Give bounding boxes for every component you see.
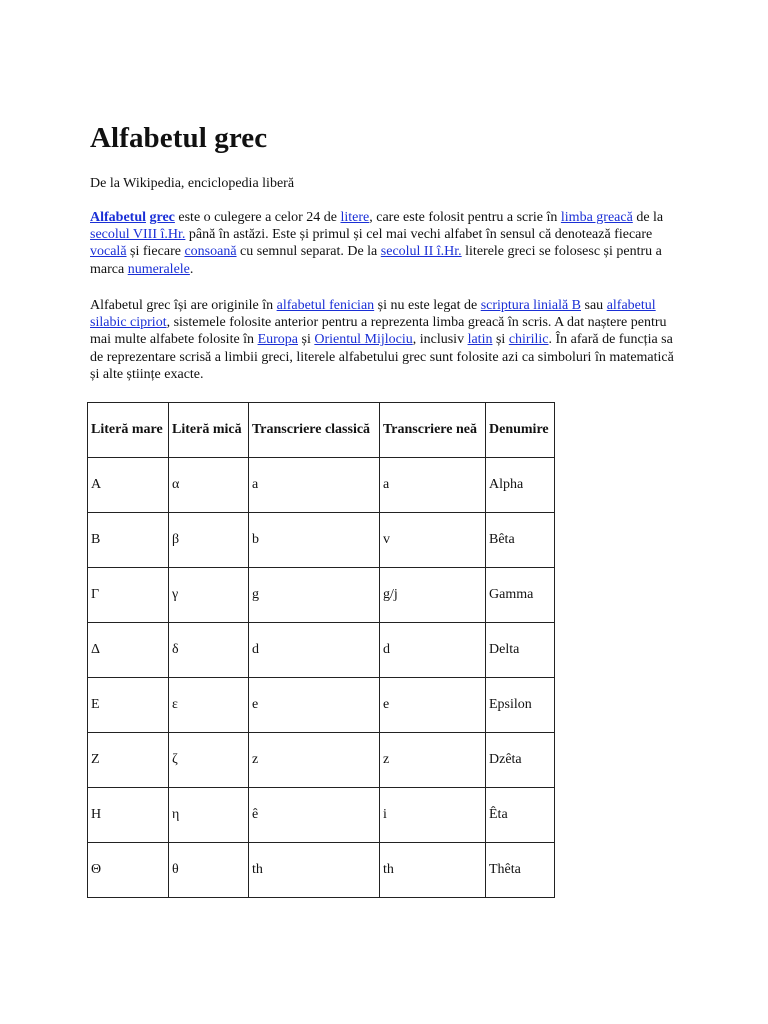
cell-letter-name: Dzêta <box>486 733 555 788</box>
cell-letter-name: Êta <box>486 788 555 843</box>
link-latin[interactable]: latin <box>467 332 493 348</box>
text-segment: . <box>189 261 194 277</box>
cell-classic-transcription: ê <box>249 788 380 843</box>
cell-lowercase: α <box>169 458 249 513</box>
link-litere[interactable]: litere <box>340 210 370 225</box>
cell-modern-transcription: i <box>380 788 486 843</box>
link-alfabetul-cipriot[interactable]: alfabetul silabic cipriot <box>90 298 656 331</box>
table-row <box>88 623 555 678</box>
origins-paragraph <box>90 297 682 383</box>
cell-modern-transcription: z <box>380 733 486 788</box>
link-alfabetul[interactable]: Alfabetul <box>90 210 146 225</box>
cell-modern-transcription: d <box>380 623 486 678</box>
cell-classic-transcription: th <box>249 843 380 898</box>
cell-classic-transcription: e <box>249 678 380 733</box>
cell-letter-name: Bêta <box>486 513 555 568</box>
text-segment: de la <box>632 210 664 225</box>
link-chirilic[interactable]: chirilic <box>508 332 549 348</box>
cell-uppercase: Ζ <box>88 733 169 788</box>
table-row <box>88 843 555 898</box>
cell-lowercase: ζ <box>169 733 249 788</box>
link-alfabetul-fenician[interactable]: alfabetul fenician <box>276 298 375 313</box>
cell-lowercase: θ <box>169 843 249 898</box>
text-segment: . În afară de funcția sa de reprezentare scrisă a limbii greci, literele alfabetului grec sunt folosite azi ca simboluri în matematică și alte științe exacte. <box>90 332 674 382</box>
link-numerale[interactable]: numeralele <box>127 261 190 277</box>
cell-letter-name: Delta <box>486 623 555 678</box>
link-orientul-mijlociu[interactable]: Orientul Mijlociu <box>314 332 413 348</box>
cell-classic-transcription: b <box>249 513 380 568</box>
text-segment: până în astăzi. Este și primul și cel mai vechi alfabet în sensul că denotează fiecare <box>185 227 653 243</box>
cell-classic-transcription: d <box>249 623 380 678</box>
text-segment: și <box>298 332 315 348</box>
cell-modern-transcription: v <box>380 513 486 568</box>
text-segment: este o culegere a celor 24 de <box>174 210 341 225</box>
cell-letter-name: Gamma <box>486 568 555 623</box>
greek-alphabet-table <box>87 402 555 898</box>
text-segment: , sistemele folosite anterior pentru a reprezenta limba greacă în scris. A dat naștere pentru mai multe alfabete folosite în <box>90 315 667 348</box>
cell-uppercase: Ε <box>88 678 169 733</box>
cell-classic-transcription: g <box>249 568 380 623</box>
text-segment: sau <box>581 298 607 313</box>
cell-classic-transcription: z <box>249 733 380 788</box>
page-subtitle: De la Wikipedia, enciclopedia liberă <box>90 176 295 191</box>
table-row <box>88 568 555 623</box>
link-limba-greaca[interactable]: limba greacă <box>560 210 633 225</box>
text-segment: Alfabetul grec își are originile în <box>90 298 277 313</box>
table-row <box>88 733 555 788</box>
cell-letter-name: Thêta <box>486 843 555 898</box>
link-secolul-ii[interactable]: secolul II î.Hr. <box>380 244 462 260</box>
table-row <box>88 678 555 733</box>
cell-uppercase: Η <box>88 788 169 843</box>
cell-lowercase: γ <box>169 568 249 623</box>
cell-lowercase: δ <box>169 623 249 678</box>
cell-uppercase: Β <box>88 513 169 568</box>
table-row <box>88 513 555 568</box>
text-segment: literele greci se folosesc și pentru a marca <box>90 244 662 277</box>
cell-uppercase: Δ <box>88 623 169 678</box>
cell-lowercase: ε <box>169 678 249 733</box>
text-segment: , care este folosit pentru a scrie în <box>369 210 561 225</box>
link-europa[interactable]: Europa <box>257 332 298 348</box>
text-segment: și nu este legat de <box>374 298 481 313</box>
page-title: Alfabetul grec <box>90 122 268 154</box>
table-row <box>88 458 555 513</box>
link-consoana[interactable]: consoană <box>184 244 237 260</box>
cell-modern-transcription: a <box>380 458 486 513</box>
table-header-row <box>88 403 555 458</box>
cell-uppercase: Θ <box>88 843 169 898</box>
header-transcriere-noua: Transcriere neă <box>380 403 486 458</box>
link-scriptura-liniara-b[interactable]: scriptura linială B <box>480 298 582 313</box>
header-transcriere-clasica: Transcriere classică <box>249 403 380 458</box>
link-vocala[interactable]: vocală <box>90 244 127 260</box>
text-segment: și fiecare <box>126 244 185 260</box>
header-denumire: Denumire <box>486 403 555 458</box>
table-row <box>88 788 555 843</box>
header-litera-mare: Literă mare <box>88 403 169 458</box>
link-grec[interactable]: grec <box>149 210 175 225</box>
link-secolul-viii[interactable]: secolul VIII î.Hr. <box>90 227 186 243</box>
intro-paragraph <box>90 209 682 278</box>
cell-letter-name: Epsilon <box>486 678 555 733</box>
text-segment: cu semnul separat. De la <box>236 244 381 260</box>
cell-uppercase: Α <box>88 458 169 513</box>
cell-uppercase: Γ <box>88 568 169 623</box>
cell-lowercase: η <box>169 788 249 843</box>
cell-classic-transcription: a <box>249 458 380 513</box>
text-segment: și <box>492 332 509 348</box>
cell-letter-name: Alpha <box>486 458 555 513</box>
cell-lowercase: β <box>169 513 249 568</box>
text-segment: , inclusiv <box>412 332 468 348</box>
cell-modern-transcription: e <box>380 678 486 733</box>
cell-modern-transcription: g/j <box>380 568 486 623</box>
header-litera-mica: Literă mică <box>169 403 249 458</box>
cell-modern-transcription: th <box>380 843 486 898</box>
